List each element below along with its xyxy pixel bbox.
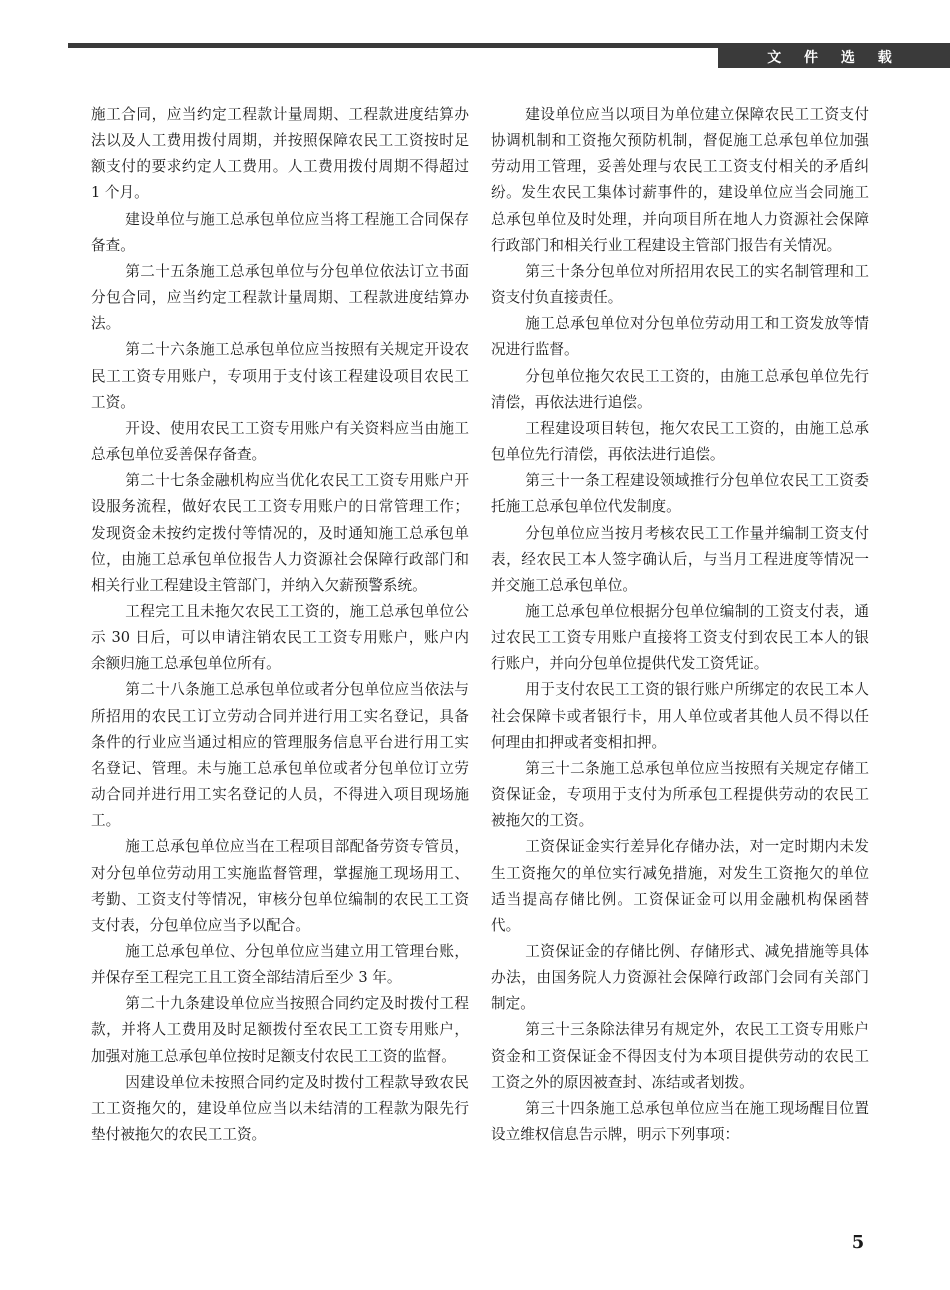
- paragraph: 工资保证金的存储比例、存储形式、减免措施等具体办法，由国务院人力资源社会保障行政部门会同有关部门制定。: [491, 943, 869, 1013]
- paragraph: 施工总承包单位根据分包单位编制的工资支付表，通过农民工工资专用账户直接将工资支付到农民工本人的银行账户，并向分包单位提供代发工资凭证。: [491, 602, 869, 673]
- paragraph: 工程完工且未拖欠农民工工资的，施工总承包单位公示 30 日后，可以申请注销农民工工资专用账户，账户内余额归施工总承包单位所有。: [91, 602, 469, 673]
- paragraph: 开设、使用农民工工资专用账户有关资料应当由施工总承包单位妥善保存备查。: [91, 419, 469, 464]
- paragraph: 第三十条分包单位对所招用农民工的实名制管理和工资支付负直接责任。: [491, 262, 869, 307]
- paragraph: 第二十七条金融机构应当优化农民工工资专用账户开设服务流程，做好农民工工资专用账户的日常管理工作；发现资金未按约定拨付等情况的，及时通知施工总承包单位，由施工总承包单位报告人力资源社会保障行政部门和相关行业工程建设主管部门，并纳入欠薪预警系统。: [91, 472, 469, 594]
- left-column: [91, 102, 469, 1148]
- paragraph: 第二十五条施工总承包单位与分包单位依法订立书面分包合同，应当约定工程款计量周期、工程款进度结算办法。: [91, 262, 469, 333]
- paragraph: 用于支付农民工工资的银行账户所绑定的农民工本人社会保障卡或者银行卡，用人单位或者其他人员不得以任何理由扣押或者变相扣押。: [491, 681, 869, 751]
- paragraph: 第二十八条施工总承包单位或者分包单位应当依法与所招用的农民工订立劳动合同并进行用工实名登记，具备条件的行业应当通过相应的管理服务信息平台进行用工实名登记、管理。未与施工总承包单位或者分包单位订立劳动合同并进行用工实名登记的人员，不得进入项目现场施工。: [91, 681, 469, 830]
- paragraph: 第三十四条施工总承包单位应当在施工现场醒目位置设立维权信息告示牌，明示下列事项：: [491, 1099, 869, 1144]
- paragraph: 分包单位拖欠农民工工资的，由施工总承包单位先行清偿，再依法进行追偿。: [491, 367, 869, 411]
- section-label: 文 件 选 载: [718, 48, 950, 68]
- paragraph: 第三十一条工程建设领域推行分包单位农民工工资委托施工总承包单位代发制度。: [491, 472, 869, 516]
- paragraph: 第二十六条施工总承包单位应当按照有关规定开设农民工工资专用账户，专项用于支付该工程建设项目农民工工资。: [91, 341, 469, 411]
- paragraph: 施工总承包单位、分包单位应当建立用工管理台账，并保存至工程完工且工资全部结清后至少 3 年。: [91, 943, 469, 987]
- paragraph: 施工总承包单位应当在工程项目部配备劳资专管员，对分包单位劳动用工实施监督管理，掌握施工现场用工、考勤、工资支付等情况，审核分包单位编制的农民工工资支付表，分包单位应当予以配合。: [91, 838, 469, 934]
- paragraph: 因建设单位未按照合同约定及时拨付工程款导致农民工工资拖欠的，建设单位应当以未结清的工程款为限先行垫付被拖欠的农民工工资。: [91, 1073, 469, 1144]
- paragraph: 建设单位与施工总承包单位应当将工程施工合同保存备查。: [91, 210, 469, 254]
- paragraph: 第三十三条除法律另有规定外，农民工工资专用账户资金和工资保证金不得因支付为本项目提供劳动的农民工工资之外的原因被查封、冻结或者划拨。: [491, 1021, 869, 1091]
- paragraph: 第三十二条施工总承包单位应当按照有关规定存储工资保证金，专项用于支付为所承包工程提供劳动的农民工被拖欠的工资。: [491, 759, 869, 830]
- paragraph: 工程建设项目转包，拖欠农民工工资的，由施工总承包单位先行清偿，再依法进行追偿。: [491, 419, 869, 464]
- paragraph: 第二十九条建设单位应当按照合同约定及时拨付工程款，并将人工费用及时足额拨付至农民工工资专用账户，加强对施工总承包单位按时足额支付农民工工资的监督。: [91, 995, 469, 1065]
- paragraph: 施工合同，应当约定工程款计量周期、工程款进度结算办法以及人工费用拨付周期，并按照保障农民工工资按时足额支付的要求约定人工费用。人工费用拨付周期不得超过 1 个月。: [91, 106, 469, 202]
- right-column: [491, 102, 869, 1148]
- paragraph: 工资保证金实行差异化存储办法，对一定时期内未发生工资拖欠的单位实行减免措施，对发生工资拖欠的单位适当提高存储比例。工资保证金可以用金融机构保函替代。: [491, 838, 869, 934]
- paragraph: 施工总承包单位对分包单位劳动用工和工资发放等情况进行监督。: [491, 315, 869, 359]
- paragraph: 建设单位应当以项目为单位建立保障农民工工资支付协调机制和工资拖欠预防机制，督促施工总承包单位加强劳动用工管理，妥善处理与农民工工资支付相关的矛盾纠纷。发生农民工集体讨薪事件的，建设单位应当会同施工总承包单位及时处理，并向项目所在地人力资源社会保障行政部门和相关行业工程建设主管部门报告有关情况。: [491, 106, 869, 254]
- paragraph: 分包单位应当按月考核农民工工作量并编制工资支付表，经农民工本人签字确认后，与当月工程进度等情况一并交施工总承包单位。: [491, 524, 869, 594]
- page-number: 5: [851, 1232, 865, 1253]
